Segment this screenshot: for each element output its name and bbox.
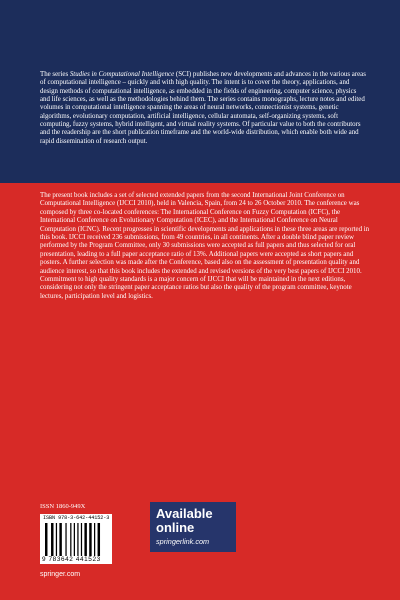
barcode-bar (56, 523, 57, 556)
available-online-badge[interactable] (150, 502, 236, 552)
series-name: Studies in Computational Intelligence (69, 71, 175, 78)
publisher-url: springer.com (40, 571, 81, 578)
barcode-bar (89, 523, 91, 556)
barcode-bars (44, 523, 108, 556)
barcode-bar (81, 523, 82, 556)
series-description (40, 71, 366, 146)
isbn-label: ISBN 978-3-642-44152-3 (43, 515, 110, 521)
series-rest-text: (SCI) publishes new developments and advances in the various areas of computational intelligence – quickly and with high quality. The intent is to cover the theory, applications, and design methods of computational intelligence, as embedded in the fields of engineering, computer science, physics and life sciences, as well as the methodologies behind them. The series contains monographs, lecture notes and edited volumes in computational intelligence spanning the areas of neural networks, connectionist systems, genetic algorithms, evolutionary computation, artificial intelligence, cellular automata, self-organizing systems, soft computing, fuzzy systems, hybrid intelligent, and virtual reality systems. Of particular value to both the contributors and the readership are the short publication timeframe and the world-wide distribution, which enable both wide and rapid dissemination of research output. (40, 71, 366, 145)
barcode-bar (77, 523, 78, 556)
barcode-number: 9 783642 441523 (42, 556, 101, 563)
barcode-bar (65, 523, 66, 556)
barcode-bar (74, 523, 75, 556)
badge-url: springerlink.com (156, 537, 210, 546)
barcode-bar (59, 523, 61, 556)
series-intro-text: The series (40, 71, 70, 78)
issn-label: ISSN 1860-949X (40, 503, 86, 510)
barcode-bar (98, 523, 100, 556)
barcode-bar (94, 523, 95, 556)
barcode-bar (45, 523, 47, 556)
barcode-bar (84, 523, 86, 556)
book-panel (0, 183, 400, 600)
isbn-barcode (40, 514, 112, 564)
barcode-bar (70, 523, 71, 556)
badge-line-online: online (156, 520, 195, 535)
barcode-bar (51, 523, 53, 556)
series-panel (0, 0, 400, 183)
book-description: The present book includes a set of selected extended papers from the second International Joint Conference on Computational Intelligence (IJCCI 2010), held in Valencia, Spain, from 24 to 26 October 2010. The conference was composed by three co-located conferences: The International Conference on Fuzzy Computation (ICFC), the International Conference on Evolutionary Computation (ICEC), and the International Conference on Neural Computation (ICNC). Recent progresses in scientific developments and applications in these three areas are reported in this book. IJCCI received 236 submissions, from 49 countries, in all continents. After a double blind paper review performed by the Program Committee, only 30 submissions were accepted as full papers and thus selected for oral presentation, leading to a full paper acceptance ratio of 13%. Additional papers were accepted as short papers and posters. A further selection was made after the Conference, based also on the assessment of presentation quality and audience interest, so that this book includes the extended and revised versions of the very best papers of IJCCI 2010. Commitment to high quality standards is a major concern of IJCCI that will be maintained in the next editions, considering not only the stringent paper acceptance ratios but also the quality of the program committee, keynote lectures, participation level and logistics. (40, 192, 370, 300)
badge-line-available: Available (156, 506, 213, 521)
